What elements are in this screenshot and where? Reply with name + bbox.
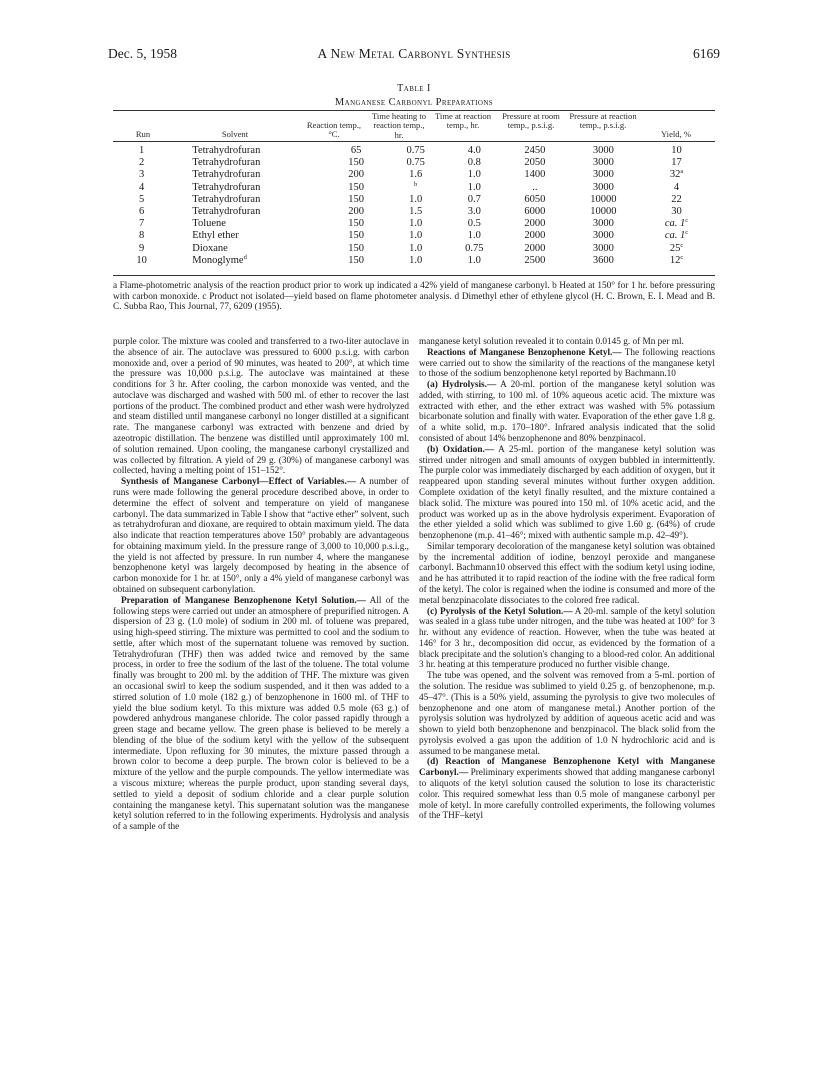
paragraph-text: The following reactions were carried out to show the similarity of the reactions of the manganese ketyl to those of the sodium benzophenone ketyl reported by Bachmann.10 bbox=[419, 347, 715, 380]
cell-pressure-room: 2050 bbox=[524, 157, 546, 169]
cell-reaction-temp: 150 bbox=[348, 157, 365, 169]
cell-pressure-room: 2500 bbox=[524, 254, 546, 266]
table-label: Table I bbox=[397, 83, 431, 94]
cell-reaction-temp: 150 bbox=[348, 181, 365, 193]
cell-time-heating: 1.5 bbox=[409, 206, 423, 218]
footnote-marker: a bbox=[680, 168, 684, 176]
header-date: Dec. 5, 1958 bbox=[108, 46, 177, 61]
yield-value: 17 bbox=[671, 157, 682, 169]
cell-pressure-room: 2000 bbox=[524, 230, 546, 242]
yield-value: ca. 1 bbox=[664, 230, 686, 242]
cell-reaction-temp: 200 bbox=[348, 206, 365, 218]
footnote-d: d Dimethyl ether of ethylene glycol (H. C. Brown, E. I. Mead and B. C. Subba Rao, This Journal, 77, 6209 (1955). bbox=[113, 291, 715, 313]
running-header bbox=[108, 46, 720, 64]
table-row bbox=[113, 145, 715, 157]
cell-run: 3 bbox=[139, 169, 145, 181]
table-row bbox=[113, 255, 715, 267]
cell-yield bbox=[638, 182, 715, 194]
paragraph bbox=[113, 477, 409, 596]
cell-time-heating: 1.0 bbox=[409, 193, 423, 205]
cell-solvent: Tetrahydrofuran bbox=[192, 157, 261, 169]
table-footnotes bbox=[113, 281, 715, 313]
table-row bbox=[113, 182, 715, 194]
col-header-run: Run bbox=[135, 129, 151, 139]
cell-yield bbox=[638, 157, 715, 169]
col-header-pressure-reaction: Pressure at reaction temp., p.s.i.g. bbox=[569, 111, 637, 131]
cell-pressure-reaction: 3000 bbox=[592, 145, 614, 156]
table-header-rule bbox=[113, 141, 715, 142]
cell-time-at-temp: 0.5 bbox=[467, 218, 481, 230]
section-heading: (b) Oxidation.— bbox=[427, 444, 495, 455]
col-header-pressure-room: Pressure at room temp., p.s.i.g. bbox=[502, 111, 560, 131]
cell-run: 2 bbox=[139, 157, 145, 169]
footnote-marker: b bbox=[414, 180, 418, 188]
cell-run: 7 bbox=[139, 218, 145, 230]
paragraph-text: All of the following steps were carried out under an atmosphere of prepurified nitrogen. A dispersion of 23 g. (1.0 mole) of sodium in 200 ml. of toluene was prepared, using high-speed stirring. The mixture was permitted to cool and the sodium to settle, after which most of the supernatant toluene was removed by suction. Tetrahydrofuran (THF) then was added twice and removed by the same process, in order to free the sodium of the last of the toluene. The total volume finally was brought to 200 ml. by the addition of THF. The mixture was given an occasional swirl to keep the sodium suspended, and it then was added to a stirred solution of 1.0 mole (182 g.) of benzophenone in 1600 ml. of THF to yield the blue sodium ketyl. To this mixture was added 0.5 mole (63 g.) of powdered anhydrous manganese chloride. The color passed rapidly through a green stage and became yellow. The green phase is believed to be merely a blending of the blue of the sodium ketyl with the yellow of the subsequent intermediate. Upon refluxing for 30 minutes, the mixture passed through a brown color to become a deep purple. The brown color is believed to be a mixture of the yellow and the purple compounds. The yellow intermediate was a viscous mixture; whereas the purple product, upon standing several days, settled to yield a deposit of sodium chloride and a clear purple solution containing the manganese ketyl. This supernatant solution was the manganese ketyl solution referred to in the following experiments. Hydrolysis and analysis of a sample of the bbox=[113, 595, 409, 833]
footnote-marker: d bbox=[243, 253, 247, 261]
cell-yield bbox=[638, 218, 715, 230]
cell-solvent: Ethyl ether bbox=[192, 230, 239, 242]
cell-time-heating: 1.0 bbox=[409, 254, 423, 266]
cell-pressure-room: 6000 bbox=[524, 206, 546, 218]
table-bottom-rule bbox=[113, 275, 715, 276]
cell-yield bbox=[638, 243, 715, 255]
footnote-marker: c bbox=[685, 229, 689, 237]
cell-pressure-room: .. bbox=[532, 181, 538, 193]
cell-time-at-temp: 3.0 bbox=[467, 206, 481, 218]
header-title: A New Metal Carbonyl Synthesis bbox=[317, 46, 511, 61]
cell-run: 5 bbox=[139, 193, 145, 205]
cell-pressure-reaction: 10000 bbox=[590, 206, 617, 218]
section-heading: Reactions of Manganese Benzophenone Ketyl.— bbox=[427, 347, 622, 358]
paragraph-text: A 25-ml. portion of the manganese ketyl solution was stirred under nitrogen and small amounts of oxygen bubbled in intermittently. The purple color was immediately discharged by each addition of oxygen, but it reappeared upon standing several minutes without further oxygen addition. Complete oxidation of the ketyl finally resulted, and the mixture contained a black solid. The mixture was poured into 150 ml. of 10% acetic acid, and the product was worked up as in the above hydrolysis experiment. Evaporation of the ether yielded a solid which was sublimed to give 1.60 g. (64%) of crude benzophenone (m.p. 41–46°; mixed with authentic sample m.p. 42–49°). bbox=[419, 444, 716, 542]
cell-reaction-temp: 150 bbox=[348, 218, 365, 230]
paragraph-text: Preliminary experiments showed that adding manganese carbonyl to aliquots of the ketyl solution caused the solution to lose its characteristic color. This required somewhat less than 0.5 mole of manganese carbonyl per mole of ketyl. In more carefully controlled experiments, the following volumes of the THF–ketyl bbox=[419, 768, 715, 822]
cell-time-heating: 1.0 bbox=[409, 242, 423, 254]
cell-pressure-room: 2450 bbox=[524, 145, 546, 156]
cell-yield bbox=[638, 169, 715, 181]
table-row bbox=[113, 194, 715, 206]
cell-pressure-reaction: 3000 bbox=[592, 169, 614, 181]
paragraph bbox=[113, 596, 409, 833]
right-column bbox=[419, 337, 715, 822]
cell-time-heating: 0.75 bbox=[406, 145, 425, 156]
cell-time-at-temp: 4.0 bbox=[467, 145, 481, 156]
cell-pressure-reaction: 3000 bbox=[592, 242, 614, 254]
cell-reaction-temp: 150 bbox=[348, 193, 365, 205]
table-caption: Manganese Carbonyl Preparations bbox=[334, 97, 494, 108]
cell-time-at-temp: 0.7 bbox=[467, 193, 481, 205]
section-heading: Preparation of Manganese Benzophenone Ketyl Solution.— bbox=[121, 595, 366, 606]
cell-reaction-temp: 65 bbox=[350, 145, 362, 156]
section-heading: Synthesis of Manganese Carbonyl—Effect of Variables.— bbox=[121, 477, 357, 488]
cell-pressure-reaction: 3000 bbox=[592, 230, 614, 242]
cell-solvent bbox=[170, 255, 328, 267]
paragraph-text: A 20-ml. portion of the manganese ketyl solution was added, with stirring, to 100 ml. of 10% aqueous acetic acid. The mixture was extracted with ether, and the ether extract was washed with 5% potassium bicarbonate solution and finally with water. Evaporation of the ether gave 1.8 g. of a white solid, m.p. 170–180°. Infrared analysis indicated that the solid consisted of about 14% benzophenone and 80% benzpinacol. bbox=[419, 380, 715, 445]
cell-time-heating: 1.6 bbox=[409, 169, 423, 181]
table-row bbox=[113, 218, 715, 230]
cell-solvent: Tetrahydrofuran bbox=[192, 193, 261, 205]
footnote-b: b Heated at 150° for 1 hr. before pressuring with carbon monoxide. bbox=[113, 281, 715, 302]
cell-reaction-temp: 150 bbox=[348, 242, 365, 254]
yield-value: 4 bbox=[673, 181, 680, 193]
paragraph bbox=[419, 757, 715, 822]
cell-solvent: Tetrahydrofuran bbox=[192, 206, 261, 218]
cell-solvent: Toluene bbox=[192, 218, 226, 230]
table-row bbox=[113, 230, 715, 242]
col-header-solvent: Solvent bbox=[221, 129, 249, 139]
cell-time-heating: 1.0 bbox=[409, 230, 423, 242]
cell-solvent: Dioxane bbox=[192, 242, 228, 254]
table-row bbox=[113, 206, 715, 218]
paragraph bbox=[419, 607, 715, 672]
footnote-marker: c bbox=[680, 241, 684, 249]
yield-value: 25 bbox=[669, 242, 681, 254]
yield-value: 32 bbox=[669, 169, 681, 181]
cell-time-at-temp: 0.75 bbox=[465, 242, 484, 254]
cell-solvent: Tetrahydrofuran bbox=[192, 145, 261, 156]
cell-time-at-temp: 1.0 bbox=[467, 169, 481, 181]
cell-time-at-temp: 1.0 bbox=[467, 181, 481, 193]
cell-pressure-reaction: 10000 bbox=[590, 193, 617, 205]
paragraph: purple color. The mixture was cooled and transferred to a two-liter autoclave in the absence of air. The autoclave was pressured to 6000 p.s.i.g. with carbon monoxide and, over a period of 90 minutes, was heated to 200°, at which time the pressure was 10,000 p.s.i.g. The autoclave was maintained at these conditions for 3 hr. After cooling, the carbon monoxide was vented, and the autoclave was discharged and washed with 500 ml. of ether to recover the last portions of the product. The combined product and ether wash were hydrolyzed and steam distilled until manganese carbonyl no longer distilled at a significant rate. The manganese carbonyl was extracted with benzene and dried by azeotropic distillation. The benzene was distilled until approximately 100 ml. of solution remained. Upon cooling, the manganese carbonyl crystallized and was collected by filtration. A yield of 29 g. (30%) of manganese carbonyl was collected, having a melting point of 151–152°. bbox=[113, 337, 409, 477]
cell-time-heating: 1.0 bbox=[409, 218, 423, 230]
footnote-marker: c bbox=[680, 253, 684, 261]
section-heading: (d) Reaction of Manganese Benzophenone Ketyl with Manganese Carbonyl.— bbox=[419, 757, 715, 779]
paragraph: Similar temporary decoloration of the manganese ketyl solution was obtained by the incremental addition of iodine, benzoyl peroxide and manganese carbonyl. Bachmann10 observed this effect with the sodium ketyl using iodine, and he has attributed it to rapid reaction of the iodine with the free radical form of the ketyl. The color is regained when the iodine is consumed and more of the metal benzpinacolate dissociates to the colored free radical. bbox=[419, 541, 715, 606]
table-row bbox=[113, 157, 715, 169]
cell-reaction-temp: 200 bbox=[348, 169, 365, 181]
cell-run: 1 bbox=[139, 145, 145, 156]
cell-run: 4 bbox=[139, 181, 145, 193]
cell-yield bbox=[638, 194, 715, 206]
cell-pressure-reaction: 3600 bbox=[592, 254, 614, 266]
yield-value: 30 bbox=[671, 206, 682, 218]
col-header-time-heating: Time heating to reaction temp., hr. bbox=[371, 111, 427, 140]
paragraph: manganese ketyl solution revealed it to contain 0.0145 g. of Mn per ml. bbox=[419, 337, 684, 347]
cell-time-at-temp: 1.0 bbox=[467, 230, 481, 242]
cell-reaction-temp: 150 bbox=[348, 230, 365, 242]
cell-time-at-temp: 1.0 bbox=[467, 254, 481, 266]
cell-yield bbox=[638, 255, 715, 267]
yield-value: 12 bbox=[669, 254, 681, 266]
cell-time-heating: 0.75 bbox=[406, 157, 425, 169]
cell-time-at-temp: 0.8 bbox=[467, 157, 481, 169]
cell-pressure-room: 2000 bbox=[524, 242, 546, 254]
cell-yield bbox=[638, 230, 715, 242]
yield-value: 10 bbox=[671, 145, 682, 156]
cell-time-heating bbox=[384, 182, 447, 194]
cell-pressure-room: 2000 bbox=[524, 218, 546, 230]
section-heading: (a) Hydrolysis.— bbox=[427, 380, 497, 391]
paragraph: The tube was opened, and the solvent was removed from a 5-ml. portion of the solution. The residue was sublimed to yield 0.25 g. of benzophenone, m.p. 45–47°. (This is a 50% yield, assuming the pyrolysis to give two molecules of benzophenone and one atom of manganese metal.) Another portion of the pyrolysis solution was hydrolyzed by addition of aqueous acetic acid and was shown to yield both benzophenone and benzpinacol. The black solid from the pyrolysis evolved a gas upon the addition of 1.0 N hydrochloric acid and is assumed to be manganese metal. bbox=[419, 671, 715, 757]
col-header-yield: Yield, % bbox=[660, 129, 692, 139]
cell-run: 9 bbox=[139, 242, 145, 254]
paragraph-text: A 20-ml. sample of the ketyl solution was sealed in a glass tube under nitrogen, and the tube was heated at 100° for 3 hr. without any evidence of reaction. However, when the tube was heated at 146° for 3 hr., decomposition did occur, as evidenced by the formation of a black precipitate and the solution's changing to a blood-red color. An additional 3 hr. heating at this temperature produced no further visible change. bbox=[419, 606, 715, 671]
footnote-c: c Product not isolated—yield based on flame photometer analysis. bbox=[202, 291, 452, 302]
left-column bbox=[113, 337, 409, 833]
cell-run: 6 bbox=[139, 206, 145, 218]
cell-solvent: Tetrahydrofuran bbox=[192, 169, 261, 181]
yield-value: 22 bbox=[671, 193, 682, 205]
col-header-time-at-temp: Time at reaction temp., hr. bbox=[434, 111, 491, 131]
paragraph-text: A number of runs were made following the general procedure described above, in order to determine the effect of solvent and temperature on yield of manganese carbonyl. The data summarized in Table I show that “active ether” solvent, such as tetrahydrofuran and dioxane, are required to obtain maximum yield. The data also indicate that reaction temperatures above 150° probably are advantageous for obtaining maximum yield. In the pressure range of 3,000 to 10,000 p.s.i.g., the yield is not affected by pressure. In run number 4, where the manganese benzophenone ketyl was largely decomposed by heating in the absence of carbon monoxide for 1 hr. at 150°, only a 4% yield of manganese carbonyl was obtained on subsequent carbonylation. bbox=[113, 477, 409, 595]
solvent-name: Monoglyme bbox=[192, 254, 244, 266]
footnote-marker: c bbox=[685, 217, 689, 225]
header-page-number: 6169 bbox=[693, 46, 720, 61]
paragraph bbox=[419, 445, 715, 542]
cell-reaction-temp: 150 bbox=[348, 254, 365, 266]
cell-solvent: Tetrahydrofuran bbox=[192, 181, 261, 193]
cell-run: 8 bbox=[139, 230, 145, 242]
cell-pressure-reaction: 3000 bbox=[592, 218, 614, 230]
paragraph bbox=[419, 348, 715, 380]
yield-value: ca. 1 bbox=[664, 218, 686, 230]
manganese-carbonyl-table bbox=[113, 145, 715, 267]
cell-yield bbox=[638, 145, 715, 157]
table-row bbox=[113, 243, 715, 255]
cell-run: 10 bbox=[136, 254, 147, 266]
cell-pressure-room: 6050 bbox=[524, 193, 546, 205]
cell-pressure-reaction: 3000 bbox=[592, 181, 614, 193]
paragraph bbox=[419, 380, 715, 445]
cell-pressure-reaction: 3000 bbox=[592, 157, 614, 169]
col-header-reaction-temp: Reaction temp., °C. bbox=[306, 120, 362, 140]
cell-pressure-room: 1400 bbox=[524, 169, 546, 181]
footnote-a: a Flame-photometric analysis of the reaction product prior to work up indicated a 42% yield of manganese carbonyl. bbox=[113, 281, 550, 291]
section-heading: (c) Pyrolysis of the Ketyl Solution.— bbox=[427, 606, 573, 617]
cell-yield bbox=[638, 206, 715, 218]
